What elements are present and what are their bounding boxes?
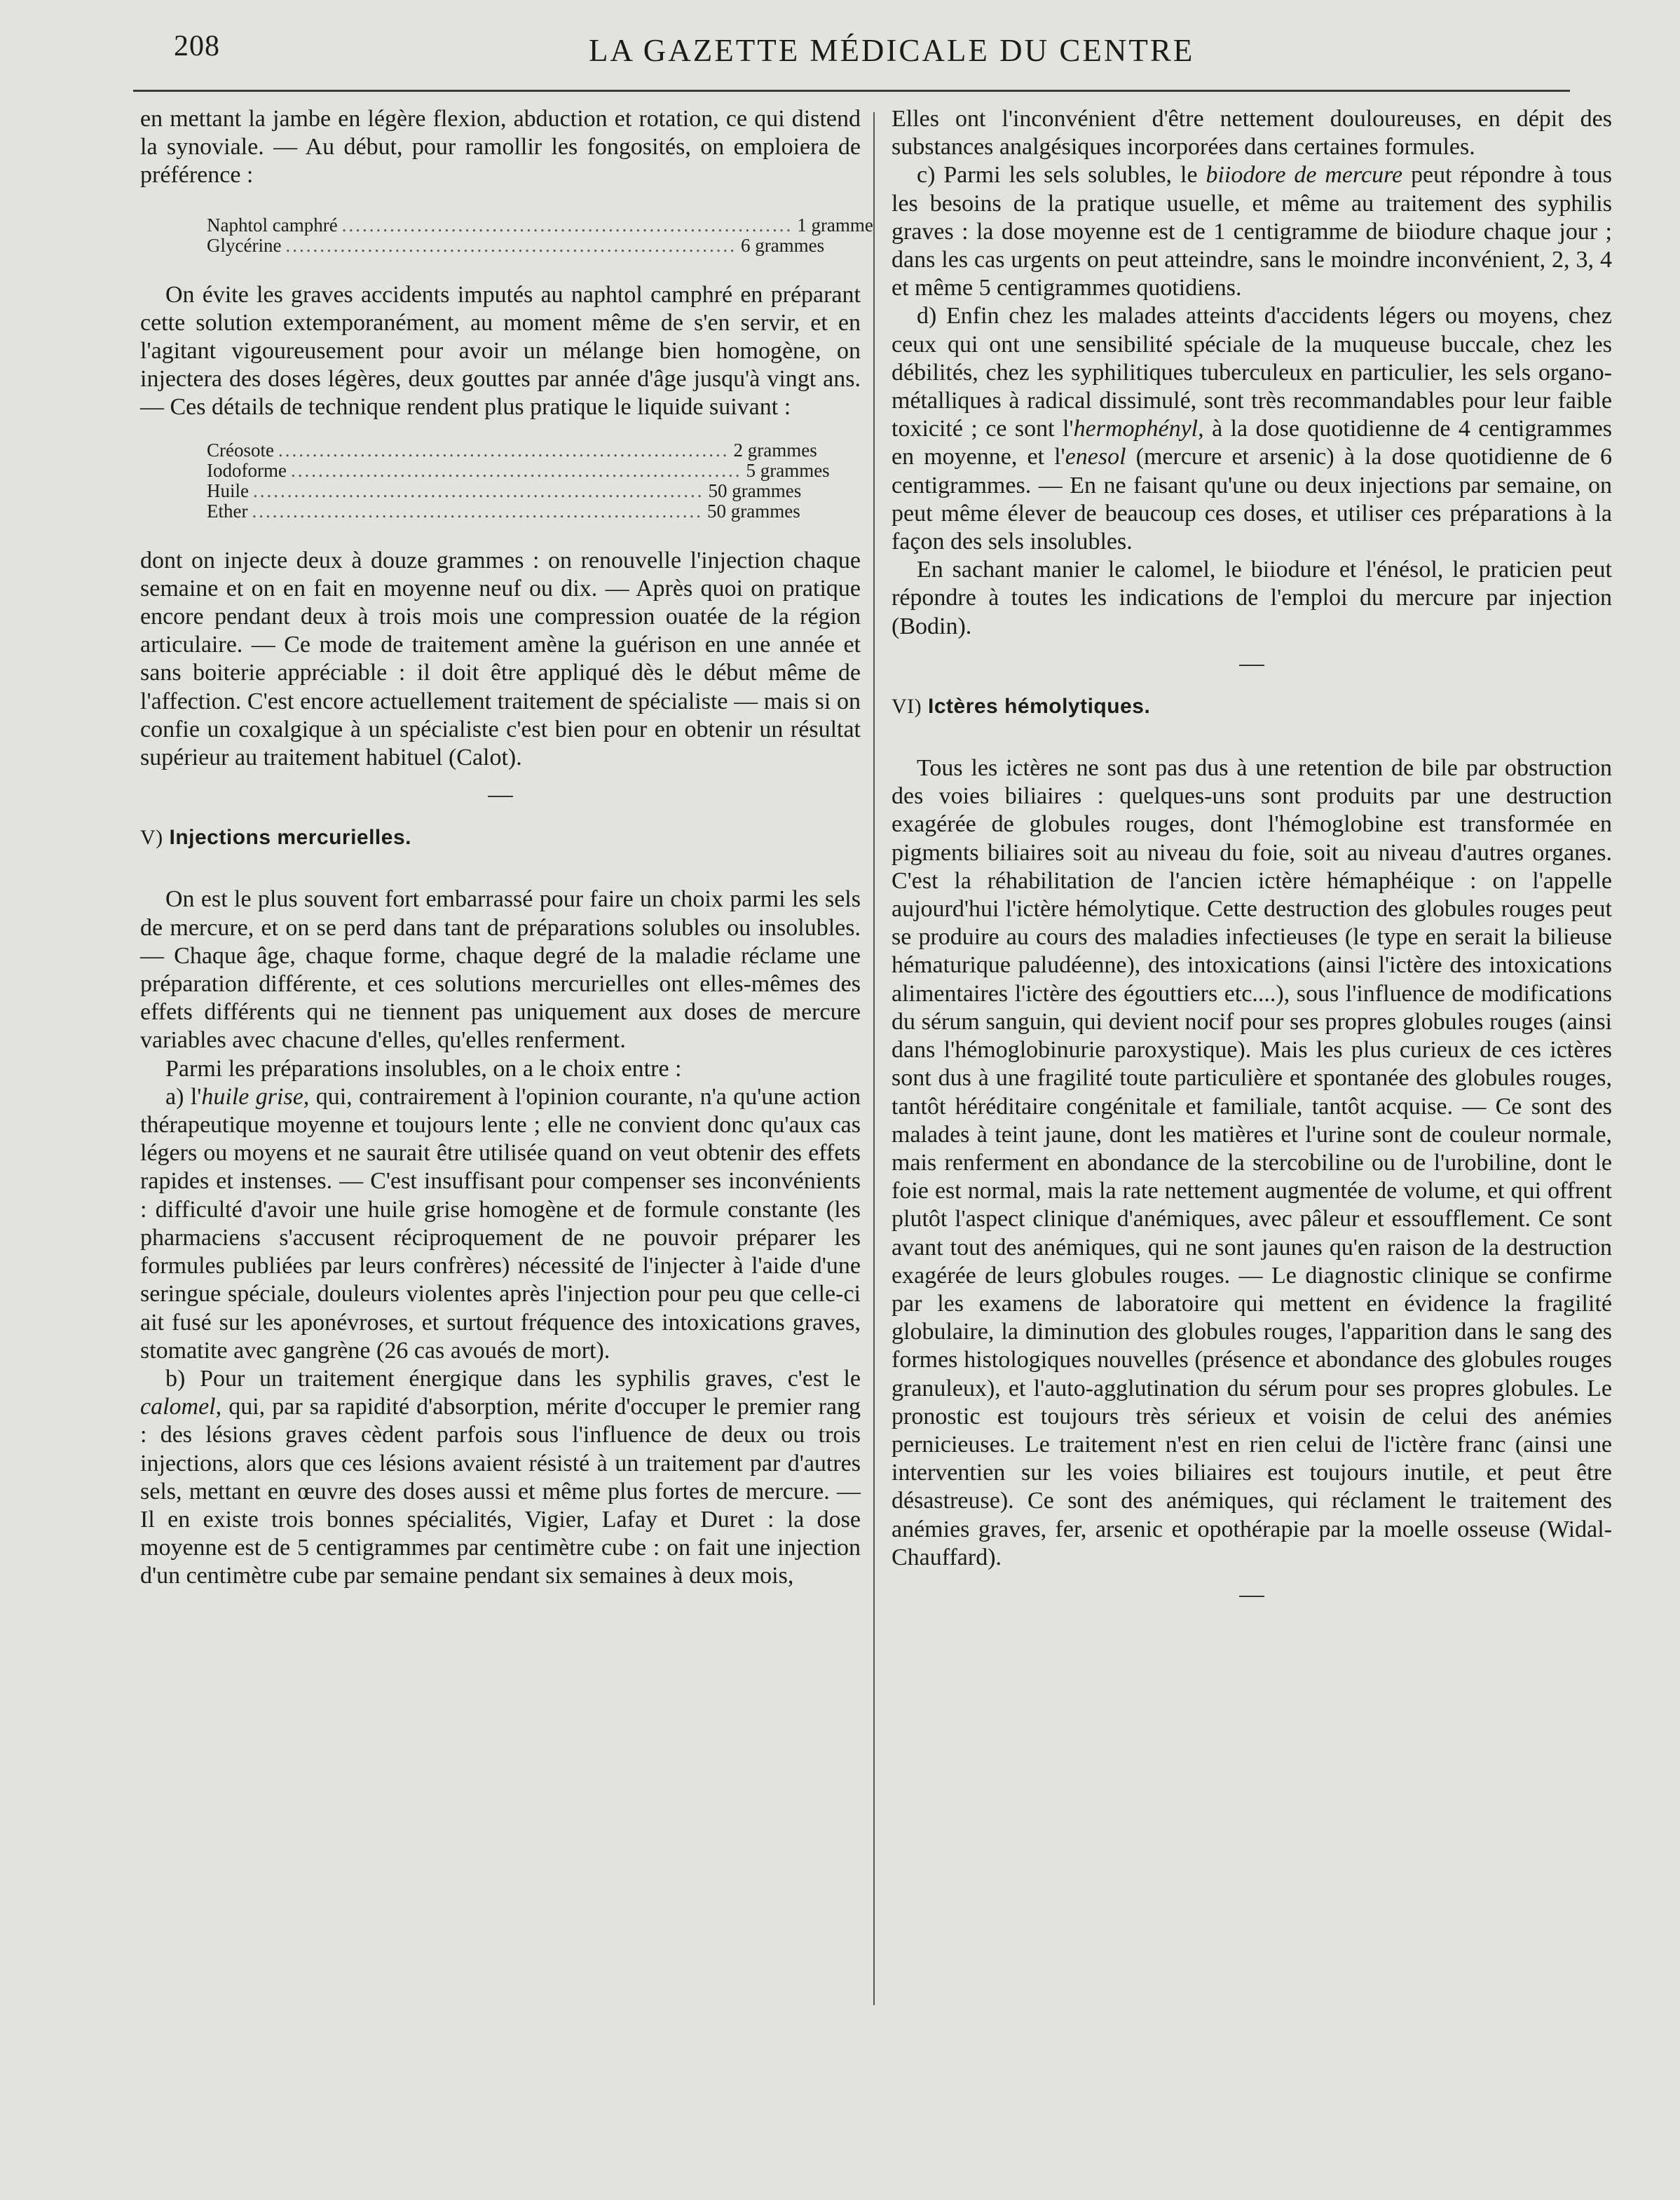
leader-dots: ..................................................................: [253, 480, 704, 501]
section-heading-icteres: [892, 693, 1612, 721]
ingredient-quantity: 6 grammes: [740, 234, 825, 256]
page-header: [0, 0, 1680, 84]
leader-dots: ..................................................................: [252, 500, 703, 522]
text-run: qui, contrairement à l'opinion courante, n'a qu'une action thérapeutique moyenne et toujours lente ; elle ne convient donc qu'aux cas légers ou moyens et ne saurait être utilisée quand on veut obtenir des effets rapides et instenses. — C'est insuffisant pour compenser ses inconvénients : difficulté d'avoir une huile grise homogène et de formule constante (les pharmaciens s'accusent réciproquement de ne pouvoir préparer les formules publiées par leurs confrères) nécessité de l'injecter à l'aide d'une seringue spéciale, douleurs violentes après l'injection pour peu que celle-ci ait fusé sur les aponévroses, et surtout fréquence des intoxications graves, stomatite avec gangrène (26 cas avoués de mort).: [140, 1083, 861, 1364]
section-number: V): [140, 826, 163, 850]
section-title: Ictères hémolytiques.: [928, 694, 1151, 718]
section-title: Injections mercurielles.: [169, 826, 411, 850]
formula-row: [207, 480, 802, 501]
leader-dots: ..................................................................: [285, 234, 737, 256]
emphasis: hermophényl,: [1073, 416, 1204, 442]
emphasis: enesol: [1065, 444, 1126, 470]
paragraph: [892, 302, 1612, 556]
paragraph: [140, 1083, 861, 1365]
paragraph: [892, 161, 1612, 302]
paragraph: Tous les ictères ne sont pas dus à une retention de bile par obstruction des voies biliaires : quelques-uns sont produits par une destruction exagérée de globules rouges, dont l'hémoglobine est transformée en pigments biliaires soit au niveau du foie, soit au niveau d'autres organes. C'est la réhabilitation de l'ancien ictère hémaphéique : on l'appelle aujourd'hui l'ictère hémolytique. Cette destruction des globules rouges peut se produire au cours des maladies infectieuses (le type en serait la bilieuse hématurique paludéenne), des intoxications (ainsi l'ictère des intoxications alimentaires l'ictère des égouttiers etc....), sous l'influence de modifications du sérum sanguin, qui devient nocif pour ses propres globules rouges (ainsi dans l'hémoglobinurie paroxystique). Mais les plus curieux de ces ictères sont dus à une fragilité toute particulière et spontanée des globules rouges, tantôt héréditaire congénitale et familiale, tantôt acquise. — Ce sont des malades à teint jaune, dont les matières et l'urine sont de couleur normale, mais renferment en abondance de la stercobiline ou de l'urobiline, dont le foie est normal, mais la rate nettement augmentée de volume, et qui offrent plutôt l'aspect clinique d'anémiques, avec pâleur et essoufflement. Ce sont avant tout des anémiques, qui ne sont jaunes qu'en raison de la destruction exagérée de leurs globules rouges. — Le diagnostic clinique se confirme par les examens de laboratoire qui mettent en évidence la fragilité globulaire, la diminution des globules rouges, l'apparition dans le sang des formes histologiques nouvelles (présence et abondance des globules rouges granuleux), et l'auto-agglutination du sérum pour ses propres globules. Le pronostic est toujours très sérieux et voisin de celui des anémies pernicieuses. Le traitement n'est en rien celui de l'ictère franc (ainsi une interventien sur les voies biliaires est toujours inutile, et peut être désastreuse). Ce sont des anémiques, qui réclament le traitement des anémies graves, fer, arsenic et opothérapie par la moelle osseuse (Widal-Chauffard).: [892, 755, 1612, 1570]
column-divider: [873, 112, 875, 2005]
page-number: 208: [174, 30, 220, 62]
header-rule: [133, 90, 1570, 92]
leader-dots: ..................................................................: [278, 439, 730, 461]
ingredient-name: Créosote: [207, 439, 274, 461]
leader-dots: ..................................................................: [341, 214, 793, 236]
ingredient-quantity: 5 grammes: [746, 459, 830, 481]
emphasis: biiodore de mercure: [1206, 162, 1403, 189]
text-run: c) Parmi les sels solubles, le: [917, 162, 1206, 189]
section-separator: [1239, 665, 1264, 666]
ingredient-quantity: 2 grammes: [733, 439, 817, 461]
ingredient-name: Iodoforme: [207, 459, 287, 481]
right-column: [892, 105, 1612, 1624]
paragraph: Elles ont l'inconvénient d'être nettement douloureuses, en dépit des substances analgésiques incorporées dans certaines formules.: [892, 106, 1612, 161]
text-run: a) l': [165, 1083, 202, 1110]
section-separator: [1239, 1596, 1264, 1597]
formula-row: [207, 459, 830, 481]
ingredient-name: Glycérine: [207, 234, 282, 256]
formula-creosote: [207, 439, 830, 522]
text-run: peut répondre à tous les besoins de la pratique usuelle, et même au traitement des syphilis graves : la dose moyenne est de 1 centigramme de biiodure chaque jour ; dans les cas urgents on peut atteindre, sans le moindre inconvénient, 2, 3, 4 et même 5 centigrammes quotidiens.: [892, 162, 1612, 301]
paragraph: On évite les graves accidents imputés au naphtol camphré en préparant cette solution extemporanément, au moment même de s'en servir, et en l'agitant vigoureusement pour avoir un mélange bien homogène, on injectera des doses légères, deux gouttes par année d'âge jusqu'à vingt ans. — Ces détails de technique rendent plus pratique le liquide suivant :: [140, 281, 861, 421]
formula-naphtol: [207, 214, 873, 256]
section-number: VI): [892, 694, 922, 718]
formula-row: [207, 214, 873, 236]
section-separator: [488, 796, 513, 797]
paragraph: On est le plus souvent fort embarrassé pour faire un choix parmi les sels de mercure, et on se perd dans tant de préparations solubles ou insolubles. — Chaque âge, chaque forme, chaque degré de la maladie réclame une préparation différente, et ces solutions mercurielles ont elles-mêmes des effets différents qui ne tiennent pas uniquement aux doses de mercure variables avec chacune d'elles, qu'elles renferment.: [140, 886, 861, 1054]
text-run: b) Pour un traitement énergique dans les syphilis graves, c'est le: [165, 1365, 861, 1392]
ingredient-quantity: 50 grammes: [706, 500, 800, 522]
emphasis: calomel,: [140, 1394, 222, 1420]
ingredient-quantity: 50 grammes: [708, 480, 802, 501]
paragraph: en mettant la jambe en légère flexion, abduction et rotation, ce qui distend la synoviale. — Au début, pour ramollir les fongosités, on emploiera de préférence :: [140, 106, 861, 189]
text-run: à la dose quotidienne de 4 centigrammes en moyenne, et l': [892, 416, 1612, 470]
paragraph: dont on injecte deux à douze grammes : on renouvelle l'injection chaque semaine et on en fait en moyenne neuf ou dix. — Après quoi on pratique encore pendant deux à trois mois une compression ouatée de la région articulaire. — Ce mode de traitement amène la guérison en une année et sans boiterie appréciable : il doit être appliqué dès le début même de l'affection. C'est encore actuellement traitement de spécialiste — mais si on confie un coxalgique à un spécialiste c'est bien pour en obtenir un résultat supérieur au traitement habituel (Calot).: [140, 547, 861, 771]
paragraph: Parmi les préparations insolubles, on a le choix entre :: [165, 1055, 682, 1082]
journal-title: LA GAZETTE MÉDICALE DU CENTRE: [589, 33, 1195, 68]
ingredient-name: Ether: [207, 500, 248, 522]
formula-row: [207, 234, 825, 256]
emphasis: huile grise,: [201, 1083, 310, 1110]
paragraph: [140, 1365, 861, 1591]
text-run: (mercure et arsenic) à la dose quotidienne de 6 centigrammes. — En ne faisant qu'une ou deux injections par semaine, on peut même élever de beaucoup ces doses, et utiliser ces préparations à la façon des sels insolubles.: [892, 444, 1612, 555]
section-heading-injections: [140, 824, 861, 852]
formula-row: [207, 439, 817, 461]
formula-row: [207, 500, 800, 522]
ingredient-name: Naphtol camphré: [207, 214, 338, 236]
ingredient-quantity: 1 gramme: [797, 214, 873, 236]
ingredient-name: Huile: [207, 480, 249, 501]
left-column: [140, 105, 873, 1591]
paragraph: En sachant manier le calomel, le biiodure et l'énésol, le praticien peut répondre à toutes les indications de l'emploi du mercure par injection (Bodin).: [892, 557, 1612, 639]
leader-dots: ..................................................................: [290, 459, 742, 481]
text-run: d) Enfin chez les malades atteints d'accidents légers ou moyens, chez ceux qui ont une sensibilité spéciale de la muqueuse buccale, chez les débilités, chez les syphilitiques tuberculeux en particulier, les sels organo-métalliques à radical dissimulé, sont très recommandables pour leur faible toxicité ; ce sont l': [892, 303, 1612, 442]
text-run: qui, par sa rapidité d'absorption, mérite d'occuper le premier rang : des lésions graves cèdent parfois sous l'influence de deux ou trois injections, alors que ces lésions avaient résisté à un traitement par d'autres sels, mettant en œuvre des doses aussi et même plus fortes de mercure. — Il en existe trois bonnes spécialités, Vigier, Lafay et Duret : la dose moyenne est de 5 centigrammes par centimètre cube : on fait une injection d'un centimètre cube par semaine pendant six semaines à deux mois,: [140, 1394, 861, 1589]
